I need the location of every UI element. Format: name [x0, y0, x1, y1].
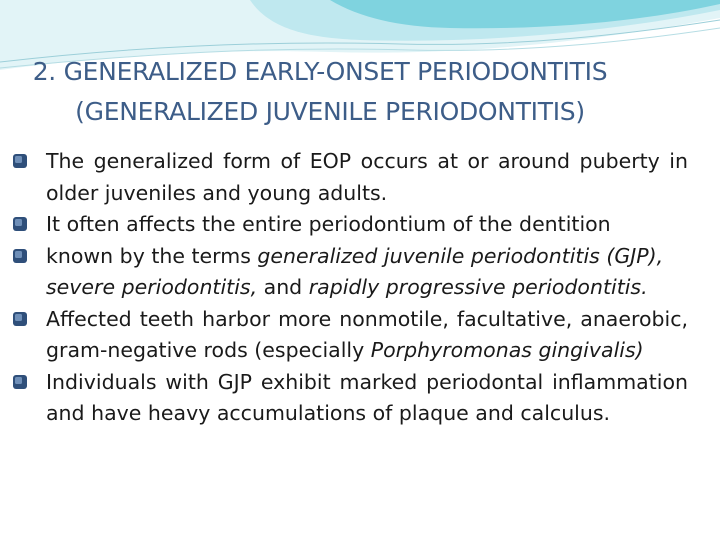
bullet-item-5 [12, 367, 688, 430]
bullet-item-4 [12, 304, 688, 367]
checkbox-square-icon [12, 311, 28, 327]
bullet-item-2 [12, 209, 688, 241]
title-line-2: (GENERALIZED JUVENILE PERIODONTITIS) [75, 97, 585, 126]
bullet-item-3 [12, 241, 688, 304]
bullet-text-3-mid: and [257, 275, 309, 299]
bullet-text-2: It often affects the entire periodontium of the dentition [46, 212, 611, 236]
bullet-text-4-pre: Affected teeth harbor more nonmotile, facultative, anaerobic, gram-negative rods (especially [46, 306, 688, 362]
checkbox-square-icon [12, 248, 28, 264]
checkbox-square-icon [12, 374, 28, 390]
bullet-list [12, 146, 688, 430]
bullet-text-1: The generalized form of EOP occurs at or around puberty in older juveniles and young adults. [46, 149, 688, 205]
bullet-text-3-italic-1: generalized juvenile periodontitis (GJP), severe periodontitis, [46, 243, 664, 299]
checkbox-square-icon [12, 216, 28, 232]
slide-title [0, 52, 660, 132]
checkbox-square-icon [12, 153, 28, 169]
bullet-text-3-pre: known by the terms [46, 243, 258, 268]
bullet-text-5: Individuals with GJP exhibit marked periodontal inflammation and have heavy accumulations of plaque and calculus. [46, 369, 688, 425]
bullet-text-3-italic-2: rapidly progressive periodontitis. [308, 275, 648, 299]
title-line-1: 2. GENERALIZED EARLY-ONSET PERIODONTITIS [32, 57, 608, 86]
bullet-item-1 [12, 146, 688, 209]
bullet-text-4-italic: Porphyromonas gingivalis) [370, 338, 644, 362]
